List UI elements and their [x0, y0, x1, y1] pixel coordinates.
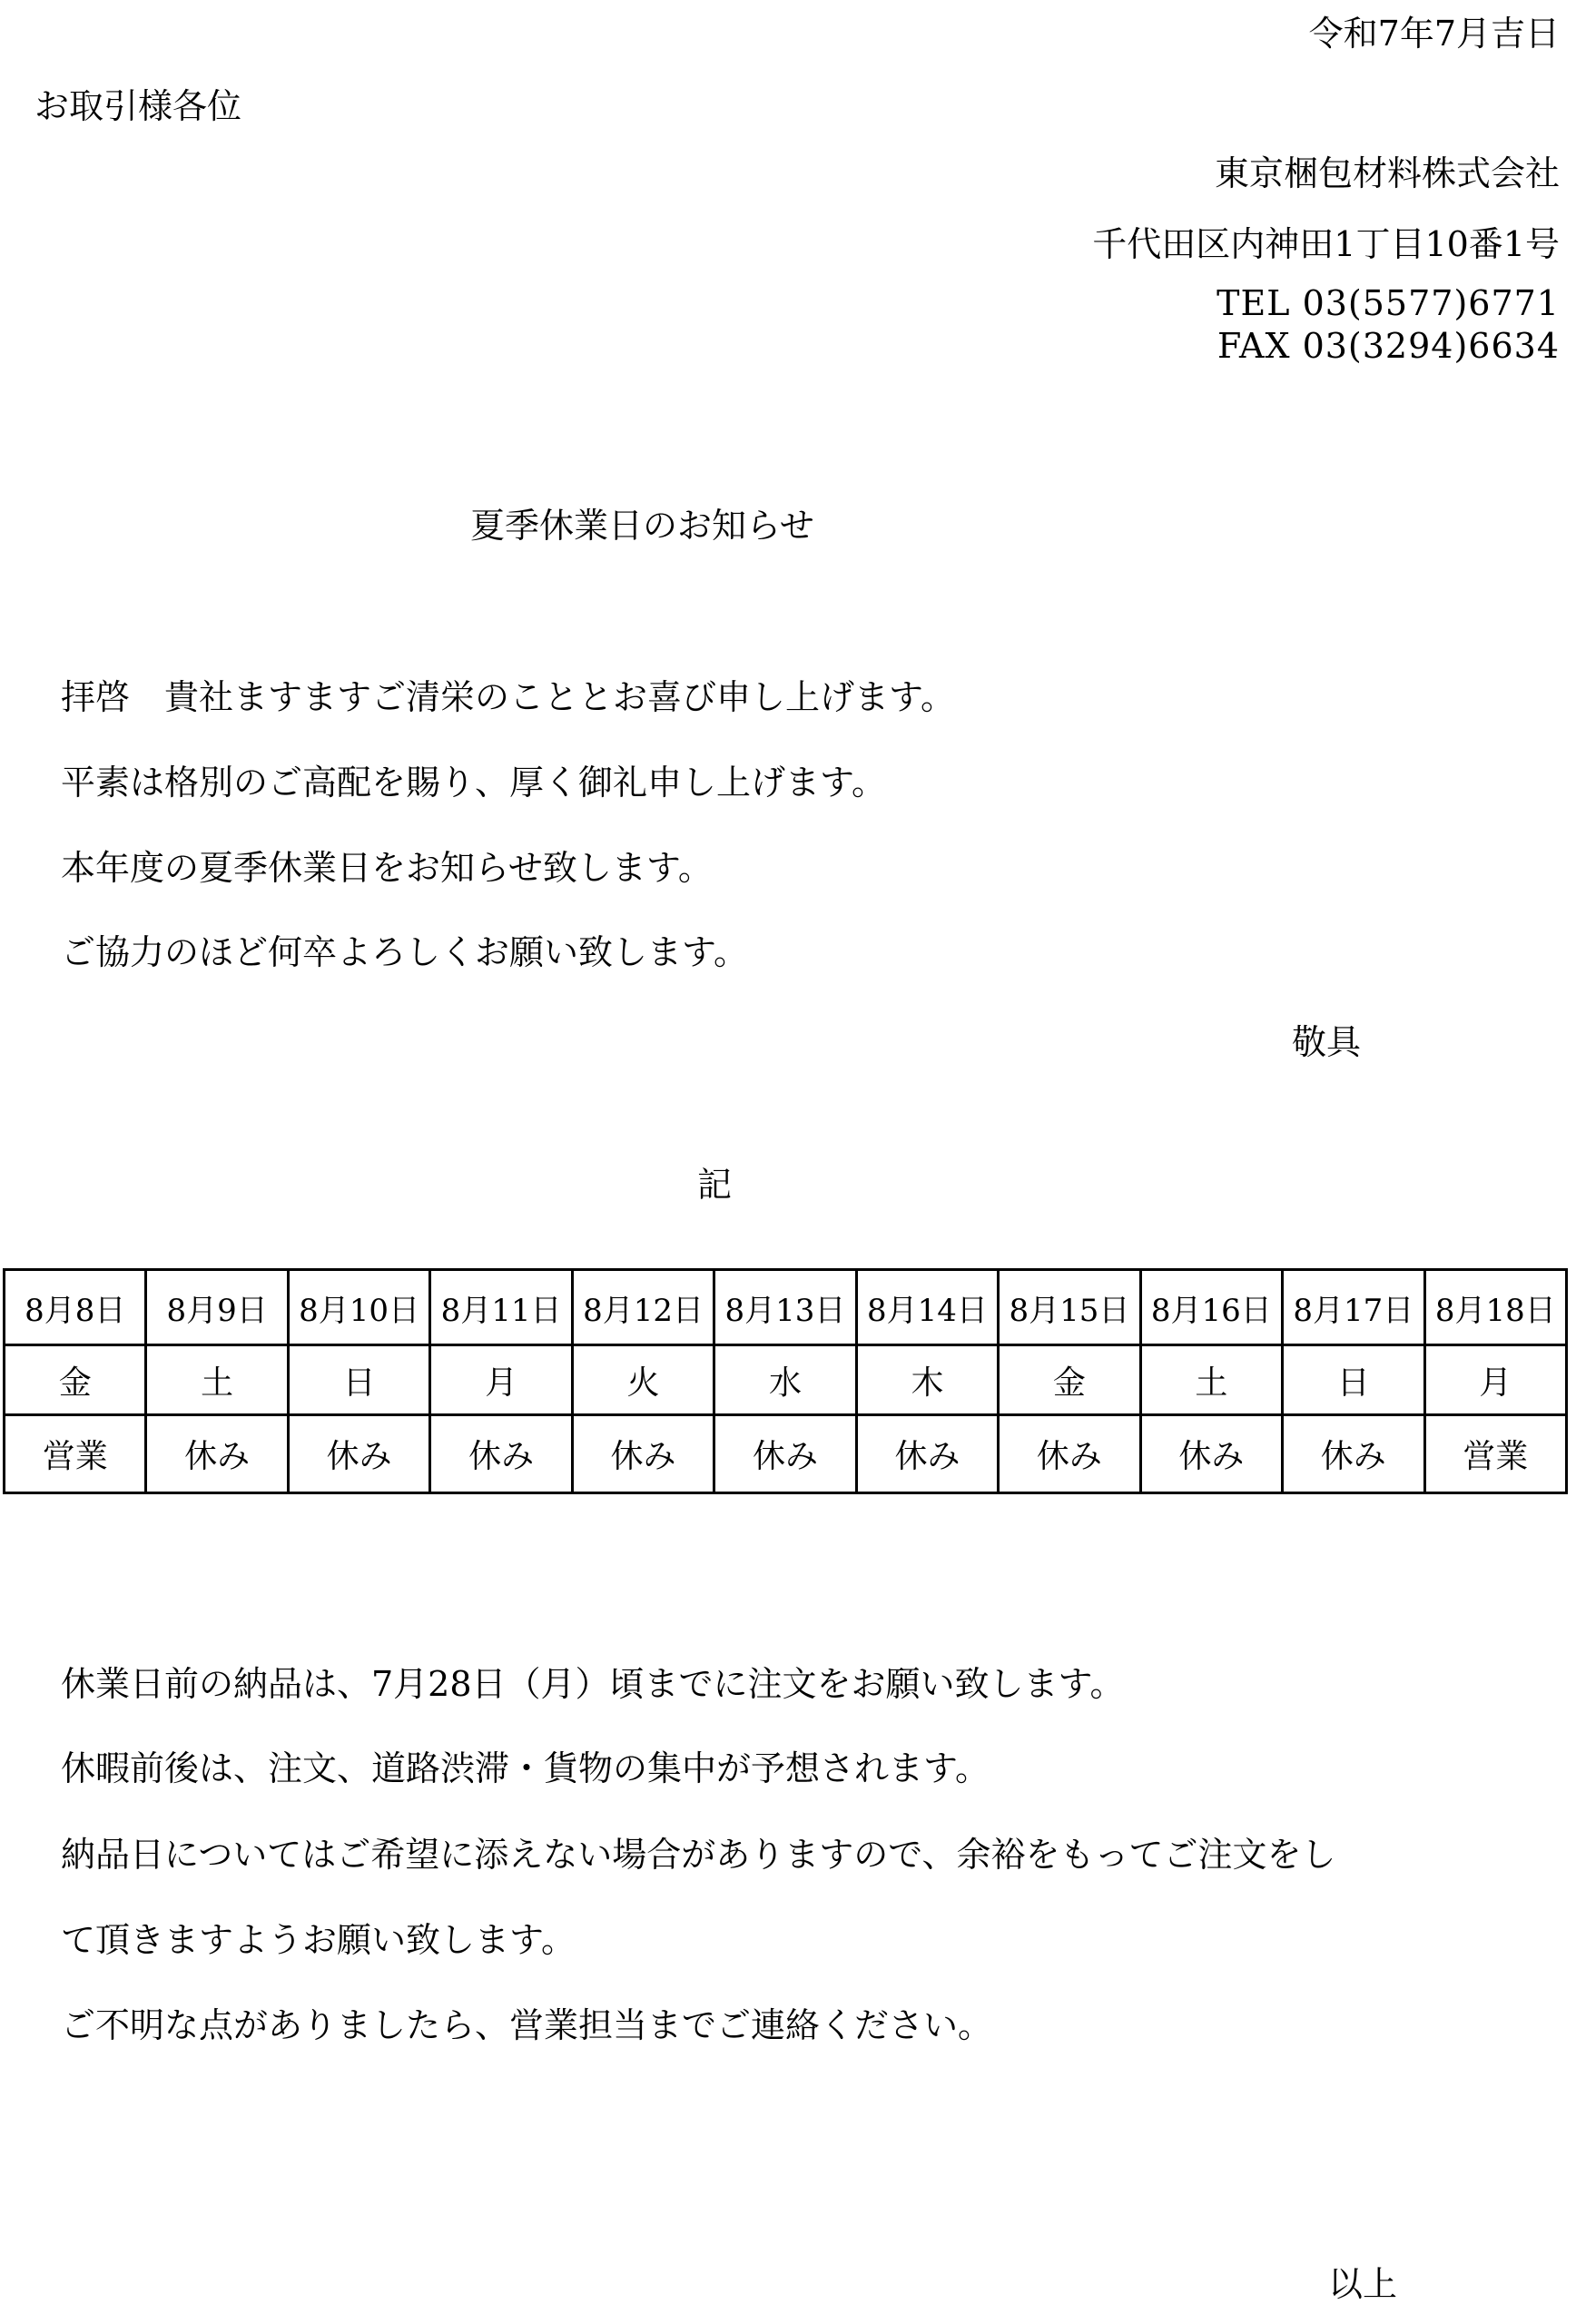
- date-cell: 8月15日: [999, 1270, 1140, 1345]
- date-cell: 8月8日: [5, 1270, 146, 1345]
- date-cell: 8月16日: [1140, 1270, 1282, 1345]
- addressee: お取引様各位: [34, 86, 242, 126]
- weekday-cell: 土: [1140, 1345, 1282, 1415]
- weekday-cell: 土: [146, 1345, 288, 1415]
- weekday-cell: 水: [714, 1345, 856, 1415]
- date-cell: 8月18日: [1424, 1270, 1566, 1345]
- date-cell: 8月17日: [1283, 1270, 1424, 1345]
- note-line-2: 休暇前後は、注文、道路渋滞・貨物の集中が予想されます。: [61, 1748, 990, 1788]
- company-name: 東京梱包材料株式会社: [1214, 153, 1560, 193]
- status-cell: 休み: [146, 1415, 288, 1493]
- weekday-cell: 日: [1283, 1345, 1424, 1415]
- closing-ijo: 以上: [1328, 2264, 1398, 2304]
- date-cell: 8月14日: [856, 1270, 998, 1345]
- weekday-cell: 木: [856, 1345, 998, 1415]
- status-row: [5, 1415, 1567, 1493]
- closing-keigu: 敬具: [1292, 1022, 1362, 1062]
- company-address: 千代田区内神田1丁目10番1号: [1092, 224, 1560, 264]
- note-line-3: 納品日についてはご希望に添えない場合がありますので、余裕をもってご注文をし: [61, 1835, 1336, 1875]
- company-phone: TEL 03(5577)6771: [1216, 283, 1560, 323]
- record-marker: 記: [697, 1165, 733, 1205]
- status-cell: 休み: [1140, 1415, 1282, 1493]
- date-cell: 8月10日: [288, 1270, 429, 1345]
- weekday-cell: 金: [999, 1345, 1140, 1415]
- status-cell: 休み: [714, 1415, 856, 1493]
- date-cell: 8月13日: [714, 1270, 856, 1345]
- status-cell: 休み: [572, 1415, 714, 1493]
- company-fax: FAX 03(3294)6634: [1216, 326, 1560, 366]
- document-date: 令和7年7月吉日: [1308, 14, 1560, 54]
- notice-title: 夏季休業日のお知らせ: [470, 506, 814, 546]
- weekday-cell: 月: [1424, 1345, 1566, 1415]
- greeting-line-2: 平素は格別のご高配を賜り、厚く御礼申し上げます。: [61, 763, 886, 803]
- greeting-line-4: ご協力のほど何卒よろしくお願い致します。: [61, 932, 748, 972]
- date-row: [5, 1270, 1567, 1345]
- status-cell: 休み: [1283, 1415, 1424, 1493]
- status-cell: 営業: [5, 1415, 146, 1493]
- status-cell: 休み: [999, 1415, 1140, 1493]
- holiday-schedule-table: [3, 1268, 1568, 1494]
- weekday-cell: 金: [5, 1345, 146, 1415]
- weekday-cell: 火: [572, 1345, 714, 1415]
- date-cell: 8月9日: [146, 1270, 288, 1345]
- status-cell: 営業: [1424, 1415, 1566, 1493]
- weekday-row: [5, 1345, 1567, 1415]
- status-cell: 休み: [856, 1415, 998, 1493]
- date-cell: 8月11日: [430, 1270, 572, 1345]
- note-line-1: 休業日前の納品は、7月28日（月）頃までに注文をお願い致します。: [61, 1664, 1125, 1704]
- weekday-cell: 日: [288, 1345, 429, 1415]
- status-cell: 休み: [288, 1415, 429, 1493]
- note-line-5: ご不明な点がありましたら、営業担当までご連絡ください。: [61, 2005, 993, 2045]
- date-cell: 8月12日: [572, 1270, 714, 1345]
- greeting-line-1: 拝啓 貴社ますますご清栄のこととお喜び申し上げます。: [61, 677, 955, 717]
- status-cell: 休み: [430, 1415, 572, 1493]
- greeting-line-3: 本年度の夏季休業日をお知らせ致します。: [61, 848, 713, 888]
- weekday-cell: 月: [430, 1345, 572, 1415]
- note-line-4: て頂きますようお願い致します。: [61, 1920, 576, 1960]
